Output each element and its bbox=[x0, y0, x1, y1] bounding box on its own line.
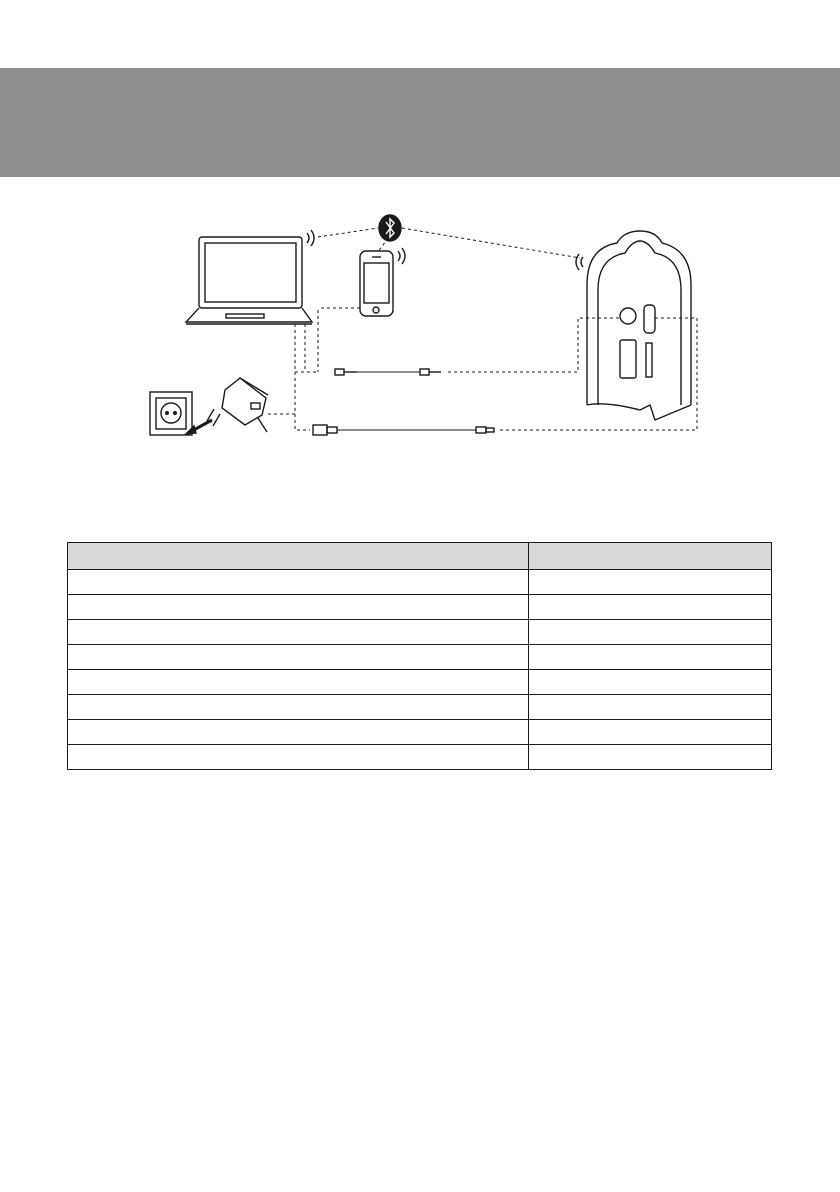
power-adapter-icon bbox=[207, 378, 268, 432]
table-cell bbox=[529, 720, 772, 745]
spec-table bbox=[67, 542, 772, 770]
wall-socket-icon bbox=[150, 392, 212, 435]
table-cell bbox=[68, 670, 529, 695]
table-cell bbox=[68, 695, 529, 720]
table-cell bbox=[68, 745, 529, 770]
laptop-icon bbox=[186, 230, 314, 324]
table-header-cell bbox=[68, 543, 529, 570]
bluetooth-links bbox=[318, 228, 580, 258]
table-header-cell bbox=[529, 543, 772, 570]
table-row bbox=[68, 720, 772, 745]
cable-routing bbox=[268, 308, 697, 430]
table-row bbox=[68, 695, 772, 720]
table-row bbox=[68, 745, 772, 770]
table-cell bbox=[68, 620, 529, 645]
speaker-icon bbox=[576, 231, 691, 420]
table-cell bbox=[68, 720, 529, 745]
smartphone-icon bbox=[360, 248, 405, 316]
table-header-row bbox=[68, 543, 772, 570]
table-cell bbox=[529, 645, 772, 670]
table-row bbox=[68, 595, 772, 620]
table-cell bbox=[68, 570, 529, 595]
usb-cable-icon bbox=[313, 425, 494, 435]
table-cell bbox=[529, 695, 772, 720]
bluetooth-icon bbox=[379, 215, 401, 241]
table-cell bbox=[529, 670, 772, 695]
table-cell bbox=[529, 620, 772, 645]
table-cell bbox=[529, 745, 772, 770]
table-row bbox=[68, 570, 772, 595]
audio-cable-icon bbox=[335, 369, 441, 375]
connection-diagram bbox=[0, 200, 840, 450]
table-row bbox=[68, 670, 772, 695]
table-cell bbox=[529, 595, 772, 620]
table-cell bbox=[68, 595, 529, 620]
table-cell bbox=[529, 570, 772, 595]
table-row bbox=[68, 620, 772, 645]
table-row bbox=[68, 645, 772, 670]
table-cell bbox=[68, 645, 529, 670]
header-band bbox=[0, 68, 840, 177]
